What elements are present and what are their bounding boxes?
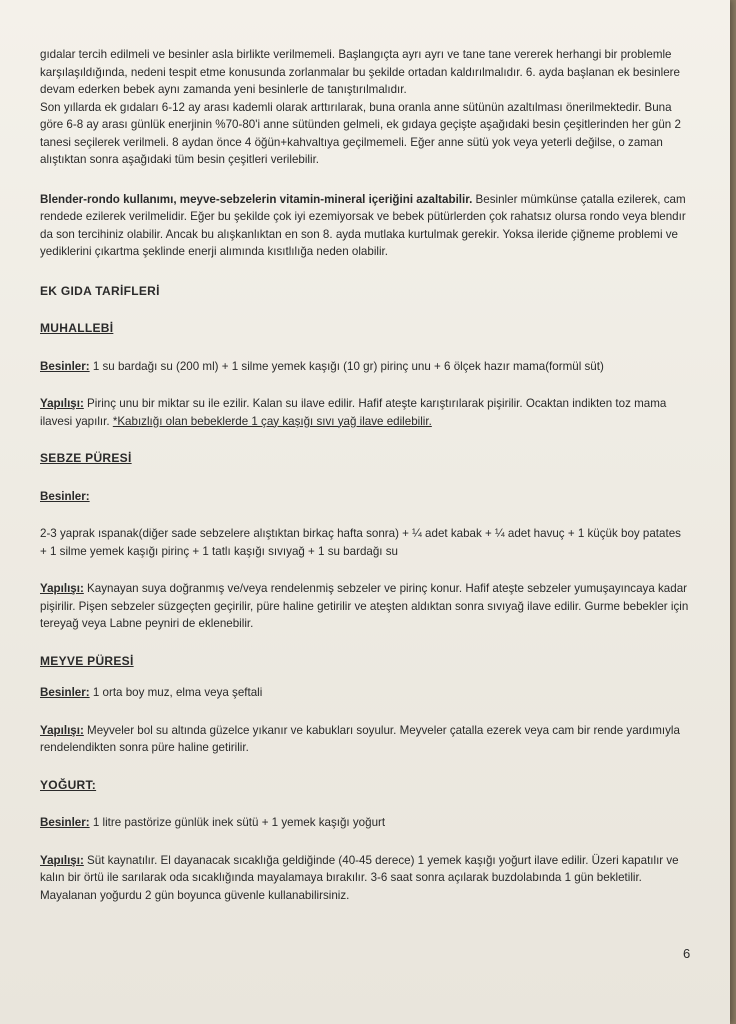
yogurt-yapilisi-text: Süt kaynatılır. El dayanacak sıcaklığa geldiğinde (40-45 derece) 1 yemek kaşığı yoğurt ilave edilir. Üzeri kapatılır ve kalın bir örtü ile sarılarak oda sıcaklığında mayalamaya bırakılır. 3-6 saat sonra açılarak buzdolabında 1 gün bekletilir. Mayalanan yoğurdu 2 gün boyunca güvenle kullanabilirsiniz. <box>40 853 679 902</box>
muhallebi-yapilisi-text: Pirinç unu bir miktar su ile ezilir. Kalan su ilave edilir. Hafif ateşte karıştırılarak pişirilir. Ocaktan indikten toz mama ilavesi yapılır. <box>40 397 667 428</box>
meyve-yapilisi-label: Yapılışı: <box>40 723 84 737</box>
intro-paragraph-2: Son yıllarda ek gıdaları 6-12 ay arası kademli olarak arttırılarak, buna oranla anne sütünün azaltılması önerilmektedir. Buna göre 6-8 ay arası günlük enerjinin %70-80'i anne sütünden gelmeli, ek gıdaya geçişte aşağıdaki besin çeşitlerinden her gün 2 tanesi seçilerek verilmeli. 8 aydan önce 4 öğün+kahvaltıya geçilmemeli. Eğer anne sütü yok veya yeterli değilse, o zaman alıştıktan sonra aşağıdaki tüm besin çeşitleri verilebilir. <box>40 100 681 166</box>
sebze-yapilisi-text: Kaynayan suya doğranmış ve/veya rendelenmiş sebzeler ve pirinç konur. Hafif ateşte sebzeler yumuşayıncaya kadar pişirilir. Pişen sebzeler süzgeçten geçirilir, püre haline getirilir ve ateşten aldıktan sonra sıvıyağ ilave edilir. Gurme bebekler için tereyağ veya Labne peyniri de eklenebilir. <box>40 582 689 630</box>
yogurt-besinler-text: 1 litre pastörize günlük inek sütü + 1 yemek kaşığı yoğurt <box>89 816 386 829</box>
meyve-yapilisi <box>40 722 690 757</box>
meyve-yapilisi-text: Meyveler bol su altında güzelce yıkanır ve kabukları soyulur. Meyveler çatalla ezerek veya cam bir rende yardımıyla rendelendikten sonra püre haline getirilir. <box>40 723 680 754</box>
yogurt-besinler <box>40 814 690 832</box>
sebze-besinler-text: 2-3 yaprak ıspanak(diğer sade sebzelere alıştıktan birkaç hafta sonra) + ¼ adet kabak + ¼ adet havuç + 1 küçük boy patates + 1 silme yemek kaşığı pirinç + 1 tatlı kaşığı sıvıyağ + 1 su bardağı su <box>40 527 681 558</box>
section-title: EK GIDA TARİFLERİ <box>40 283 160 298</box>
muhallebi-yapilisi-label: Yapılışı: <box>40 397 84 410</box>
sebze-yapilisi-label: Yapılışı: <box>40 582 84 595</box>
meyve-besinler <box>40 684 690 702</box>
page-number: 6 <box>683 946 691 961</box>
sebze-yapilisi <box>40 580 690 633</box>
blender-paragraph <box>40 191 690 261</box>
muhallebi-note: *Kabızlığı olan bebeklerde 1 çay kaşığı sıvı yağ ilave edilebilir. <box>112 414 432 428</box>
meyve-besinler-label: Besinler: <box>40 686 90 699</box>
muhallebi-besinler-text: 1 su bardağı su (200 ml) + 1 silme yemek kaşığı (10 gr) pirinç unu + 6 ölçek hazır mama(formül süt) <box>89 359 604 373</box>
muhallebi-title: MUHALLEBİ <box>40 321 114 335</box>
yogurt-yapilisi <box>40 852 690 905</box>
yogurt-besinler-label: Besinler: <box>40 816 90 829</box>
page-content <box>40 46 690 904</box>
sebze-besinler-label: Besinler: <box>40 489 90 503</box>
blender-text: Besinler mümkünse çatalla ezilerek, cam rendede ezilerek verilmelidir. Eğer bu şekilde çok iyi ezemiyorsak ve bebek pütürlerden çok rahatsız olursa rondo veya blendır da son tercihiniz olabilir. Ancak bu alışkanlıktan en son 8. ayda mutlaka kurtulmak gerekir. Yoksa ileride çiğneme problemi ve yediklerini çıkartma şeklinde enerji alımında kısıtlılığa neden olabilir. <box>40 192 686 258</box>
yogurt-title: YOĞURT: <box>40 777 97 792</box>
meyve-title: MEYVE PÜRESİ <box>40 653 134 668</box>
muhallebi-yapilisi <box>40 395 690 430</box>
sebze-title: SEBZE PÜRESİ <box>40 451 132 465</box>
muhallebi-besinler <box>40 358 690 376</box>
yogurt-yapilisi-label: Yapılışı: <box>40 853 84 867</box>
meyve-besinler-text: 1 orta boy muz, elma veya şeftali <box>89 686 263 699</box>
blender-bold-sentence: Blender-rondo kullanımı, meyve-sebzelerin vitamin-mineral içeriğini azaltabilir. <box>40 192 473 206</box>
intro-paragraph-1: gıdalar tercih edilmeli ve besinler asla birlikte verilmemeli. Başlangıçta ayrı ayrı ve tane tane vererek herhangi bir problemle karşılaşıldığında, nedeni tespit etme konusunda zorlanmalar bu şekilde ortadan kaldırılmalıdır. 6. ayda başlanan ek besinlere devam ederken bebek aynı zamanda yeni besinlerle de tanıştırılmalıdır. <box>40 48 680 96</box>
muhallebi-besinler-label: Besinler: <box>40 359 90 373</box>
